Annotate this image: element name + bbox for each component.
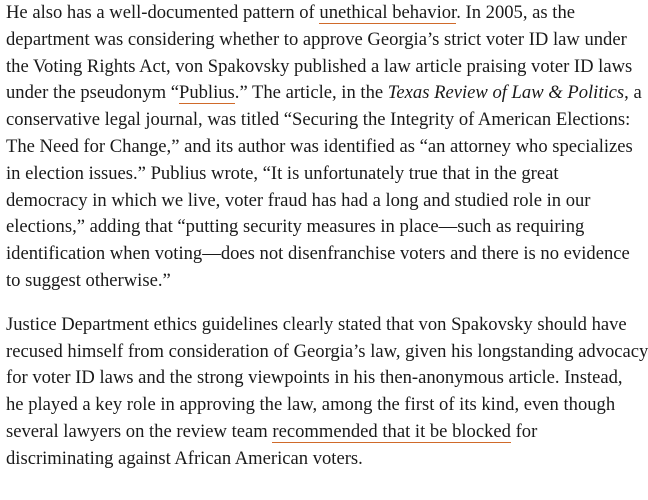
text-line <box>6 0 646 27</box>
text-line: identification when voting—does not disenfranchise voters and there is no evidence <box>6 243 630 265</box>
text-line: conservative legal journal, was titled “Securing the Integrity of American Elections: <box>6 109 631 131</box>
article-body <box>6 0 646 473</box>
text-line: in election issues.” Publius wrote, “It is unfortunately true that in the great <box>6 162 559 184</box>
text-line: to suggest otherwise.” <box>6 269 171 291</box>
text-line: he played a key role in approving the law, among the first of its kind, even though <box>6 394 616 416</box>
text-line: the Voting Rights Act, von Spakovsky published a law article praising voter ID laws <box>6 55 633 77</box>
text-span: , a <box>624 82 642 104</box>
recommended-blocked-link[interactable]: recommended that it be blocked <box>272 420 511 442</box>
paragraph-1 <box>6 0 646 295</box>
text-line: elections,” adding that “putting security measures in place—such as requiring <box>6 216 585 238</box>
unethical-behavior-link[interactable]: unethical behavior <box>319 2 457 23</box>
text-line: democracy in which we live, voter fraud has had a long and studied role in our <box>6 189 591 211</box>
paragraph-2 <box>6 312 646 473</box>
text-line: Justice Department ethics guidelines clearly stated that von Spakovsky should have <box>6 313 627 335</box>
text-line: discriminating against African American voters. <box>6 447 363 469</box>
text-span: .” The article, in the <box>234 82 388 104</box>
text-line: The Need for Change,” and its author was identified as “an attorney who specializes <box>6 135 633 157</box>
publius-link[interactable]: Publius <box>178 82 235 104</box>
text-line <box>6 419 646 446</box>
text-line: for voter ID laws and the strong viewpoints in his then-anonymous article. Instead, <box>6 367 623 389</box>
text-span: He also has a well-documented pattern of <box>6 2 320 23</box>
text-line: recused himself from consideration of Georgia’s law, given his longstanding advocacy <box>6 340 648 362</box>
text-span: . In 2005, as the <box>456 2 576 23</box>
text-span: under the pseudonym “ <box>6 82 179 104</box>
text-span: for <box>510 420 538 442</box>
text-span: several lawyers on the review team <box>6 420 273 442</box>
text-line: department was considering whether to approve Georgia’s strict voter ID law under <box>6 28 627 50</box>
journal-title: Texas Review of Law & Politics <box>387 82 625 104</box>
text-line <box>6 80 646 107</box>
